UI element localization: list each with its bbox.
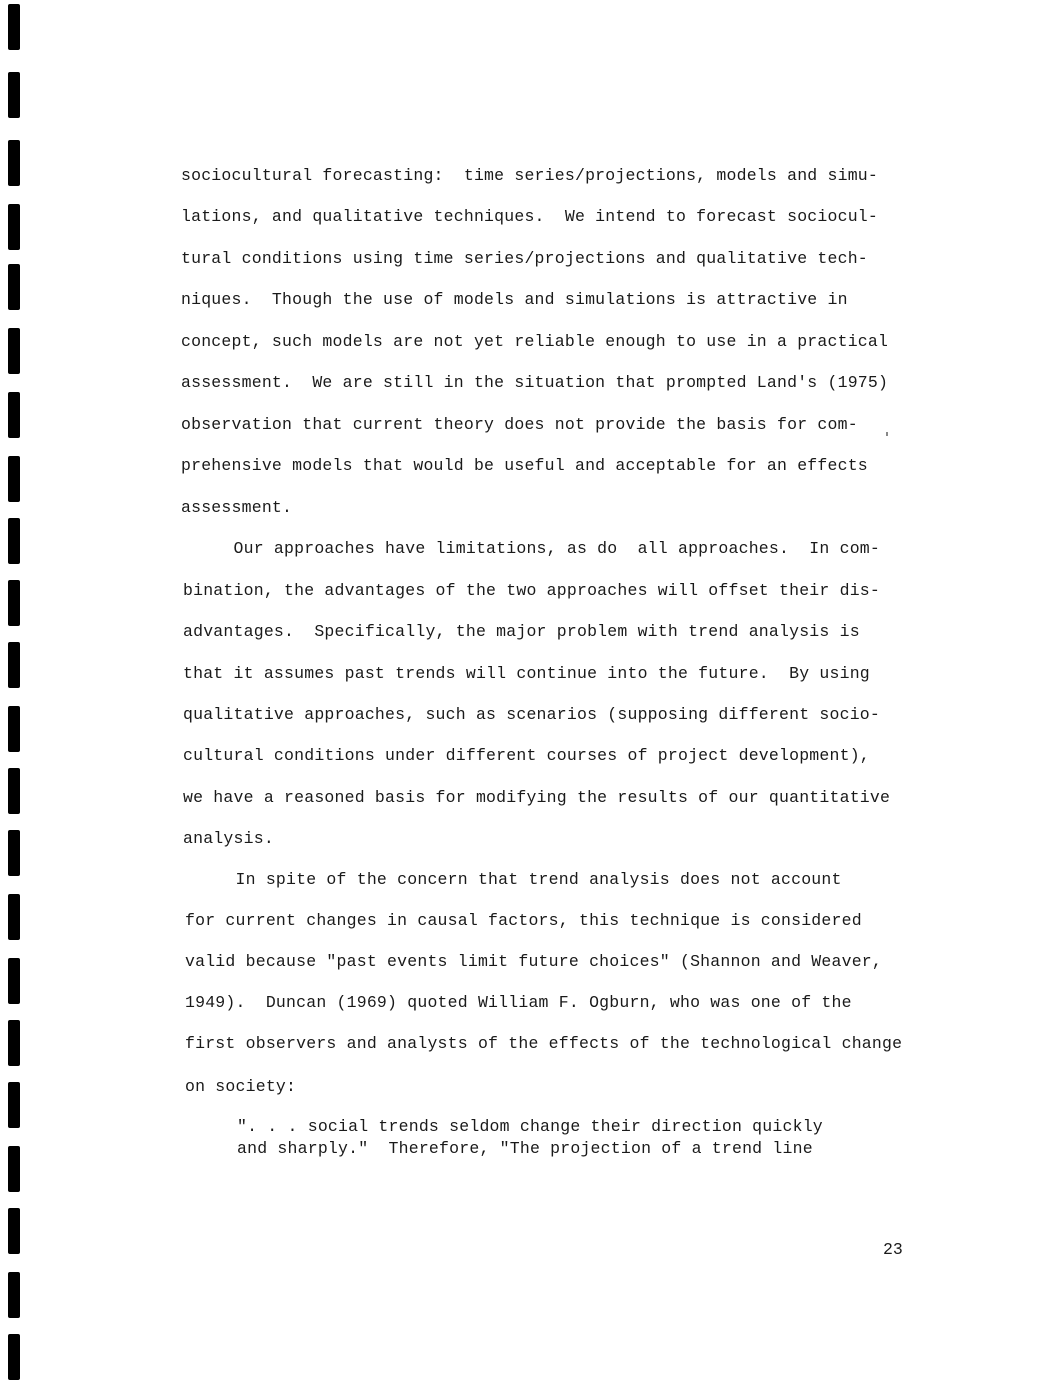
body-text-line: Our approaches have limitations, as do all approaches. In com- [183,539,881,558]
body-text-line: 1949). Duncan (1969) quoted William F. Ogburn, who was one of the [185,993,852,1012]
binder-punch-marks [8,0,22,1380]
punch-mark [8,456,20,502]
block-quote-line: and sharply." Therefore, "The projection of a trend line [237,1139,813,1158]
body-text-line: assessment. We are still in the situation that prompted Land's (1975) [181,373,889,392]
body-text-line: for current changes in causal factors, this technique is considered [185,911,862,930]
punch-mark [8,1334,20,1380]
punch-mark [8,518,20,564]
punch-mark [8,140,20,186]
punch-mark [8,1146,20,1192]
body-text-line: we have a reasoned basis for modifying the results of our quantitative [183,788,891,807]
body-text-line: on society: [185,1077,297,1096]
body-text-line: In spite of the concern that trend analysis does not account [185,870,842,889]
punch-mark [8,1272,20,1318]
body-text-line: first observers and analysts of the effects of the technological change [185,1034,903,1053]
punch-mark [8,204,20,250]
punch-mark [8,642,20,688]
body-text-line: observation that current theory does not provide the basis for com- [181,415,858,434]
body-text-line: tural conditions using time series/projections and qualitative tech- [181,249,868,268]
body-text-line: analysis. [183,829,274,848]
punch-mark [8,1208,20,1254]
punch-mark [8,706,20,752]
body-text-line: bination, the advantages of the two approaches will offset their dis- [183,581,881,600]
punch-mark [8,392,20,438]
body-text-line: valid because "past events limit future choices" (Shannon and Weaver, [185,952,883,971]
body-text-line: that it assumes past trends will continue into the future. By using [183,664,870,683]
punch-mark [8,768,20,814]
block-quote-line: ". . . social trends seldom change their direction quickly [237,1117,823,1136]
page-number: 23 [883,1240,903,1259]
body-text-line: concept, such models are not yet reliable enough to use in a practical [181,332,889,351]
body-text-line: qualitative approaches, such as scenarios (supposing different socio- [183,705,881,724]
body-text-line: sociocultural forecasting: time series/projections, models and simu- [181,166,879,185]
punch-mark [8,264,20,310]
body-text-line: cultural conditions under different courses of project development), [183,746,870,765]
body-text-line: niques. Though the use of models and simulations is attractive in [181,290,848,309]
punch-mark [8,72,20,118]
punch-mark [8,958,20,1004]
punch-mark [8,580,20,626]
body-text-line: assessment. [181,498,293,517]
punch-mark [8,894,20,940]
punch-mark [8,1020,20,1066]
punch-mark [8,328,20,374]
body-text-line: prehensive models that would be useful and acceptable for an effects [181,456,868,475]
punch-mark [8,830,20,876]
punch-mark [8,1082,20,1128]
body-text-line: lations, and qualitative techniques. We intend to forecast sociocul- [181,207,879,226]
body-text-line: advantages. Specifically, the major problem with trend analysis is [183,622,860,641]
punch-mark [8,4,20,50]
scan-speck [886,432,888,436]
